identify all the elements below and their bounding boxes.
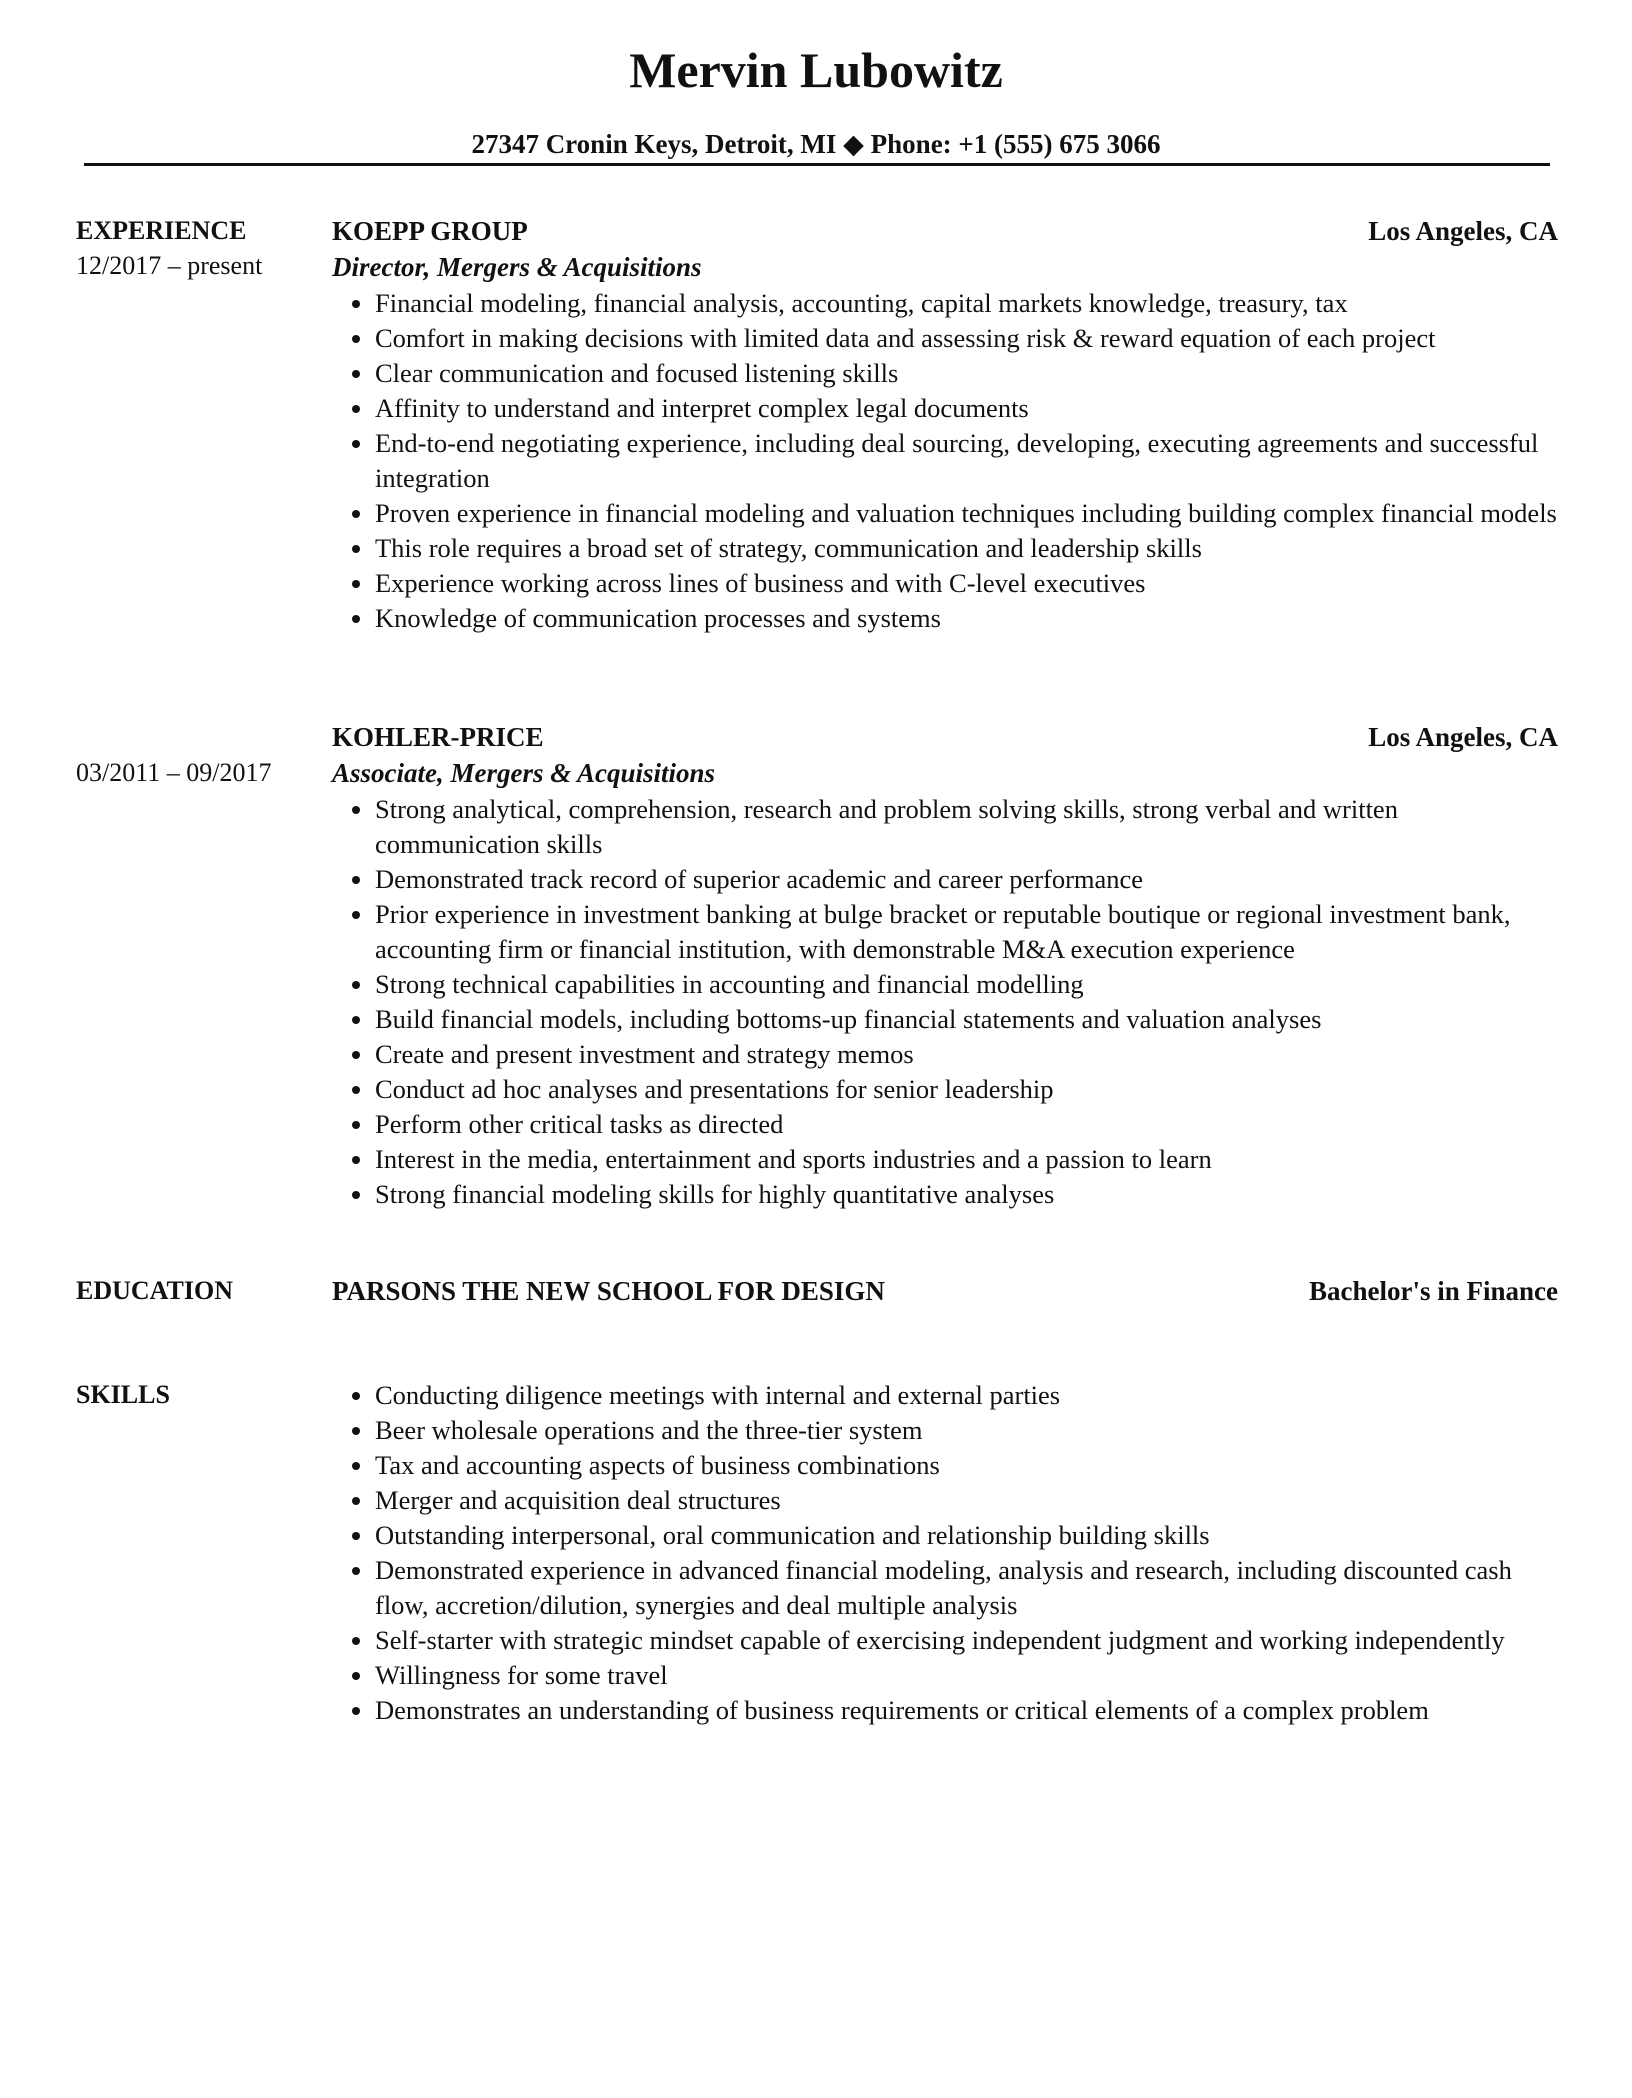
list-item: Affinity to understand and interpret complex legal documents (332, 391, 1562, 426)
list-item: Conduct ad hoc analyses and presentations for senior leadership (332, 1072, 1562, 1107)
list-item: Outstanding interpersonal, oral communication and relationship building skills (332, 1518, 1562, 1553)
candidate-name: Mervin Lubowitz (629, 42, 1003, 98)
list-item: Build financial models, including bottoms-up financial statements and valuation analyses (332, 1002, 1562, 1037)
job-2-location: Los Angeles, CA (1368, 722, 1558, 752)
job-1-bullets (332, 286, 1562, 636)
header-divider (84, 163, 1550, 166)
job-2-dates: 03/2011 – 09/2017 (76, 758, 272, 787)
list-item: Prior experience in investment banking at bulge bracket or reputable boutique or regional investment bank, accounting firm or financial institution, with demonstrable M&A execution experience (332, 897, 1562, 967)
list-item: Proven experience in financial modeling and valuation techniques including building complex financial models (332, 496, 1562, 531)
education-degree: Bachelor's in Finance (1309, 1276, 1558, 1306)
skills-section-label: SKILLS (76, 1380, 170, 1409)
list-item: This role requires a broad set of strategy, communication and leadership skills (332, 531, 1562, 566)
experience-section-label: EXPERIENCE (76, 216, 247, 245)
list-item: Beer wholesale operations and the three-tier system (332, 1413, 1562, 1448)
list-item: Financial modeling, financial analysis, accounting, capital markets knowledge, treasury, tax (332, 286, 1562, 321)
list-item: Knowledge of communication processes and systems (332, 601, 1562, 636)
list-item: Comfort in making decisions with limited data and assessing risk & reward equation of each project (332, 321, 1562, 356)
list-item: Interest in the media, entertainment and sports industries and a passion to learn (332, 1142, 1562, 1177)
list-item: Strong technical capabilities in accounting and financial modelling (332, 967, 1562, 1002)
job-2-company: KOHLER-PRICE (332, 722, 544, 752)
list-item: Demonstrates an understanding of business requirements or critical elements of a complex problem (332, 1693, 1562, 1728)
job-1-company: KOEPP GROUP (332, 216, 528, 246)
list-item: Demonstrated track record of superior academic and career performance (332, 862, 1562, 897)
education-section-label: EDUCATION (76, 1276, 233, 1305)
list-item: Create and present investment and strategy memos (332, 1037, 1562, 1072)
list-item: Demonstrated experience in advanced financial modeling, analysis and research, including discounted cash flow, accretion/dilution, synergies and deal multiple analysis (332, 1553, 1562, 1623)
list-item: Experience working across lines of business and with C-level executives (332, 566, 1562, 601)
job-1-location: Los Angeles, CA (1368, 216, 1558, 246)
list-item: Tax and accounting aspects of business combinations (332, 1448, 1562, 1483)
job-2-title: Associate, Mergers & Acquisitions (332, 758, 716, 788)
list-item: Merger and acquisition deal structures (332, 1483, 1562, 1518)
list-item: Self-starter with strategic mindset capable of exercising independent judgment and working independently (332, 1623, 1562, 1658)
list-item: Conducting diligence meetings with internal and external parties (332, 1378, 1562, 1413)
skills-list (332, 1378, 1562, 1728)
list-item: Willingness for some travel (332, 1658, 1562, 1693)
list-item: Perform other critical tasks as directed (332, 1107, 1562, 1142)
list-item: End-to-end negotiating experience, including deal sourcing, developing, executing agreements and successful integration (332, 426, 1562, 496)
contact-info: 27347 Cronin Keys, Detroit, MI ◆ Phone: +1 (555) 675 3066 (471, 129, 1161, 159)
list-item: Strong financial modeling skills for highly quantitative analyses (332, 1177, 1562, 1212)
list-item: Clear communication and focused listening skills (332, 356, 1562, 391)
education-school: PARSONS THE NEW SCHOOL FOR DESIGN (332, 1276, 885, 1306)
list-item: Strong analytical, comprehension, research and problem solving skills, strong verbal and written communication skills (332, 792, 1562, 862)
job-1-dates: 12/2017 – present (76, 251, 263, 280)
job-2-bullets (332, 792, 1562, 1212)
job-1-title: Director, Mergers & Acquisitions (332, 252, 702, 282)
